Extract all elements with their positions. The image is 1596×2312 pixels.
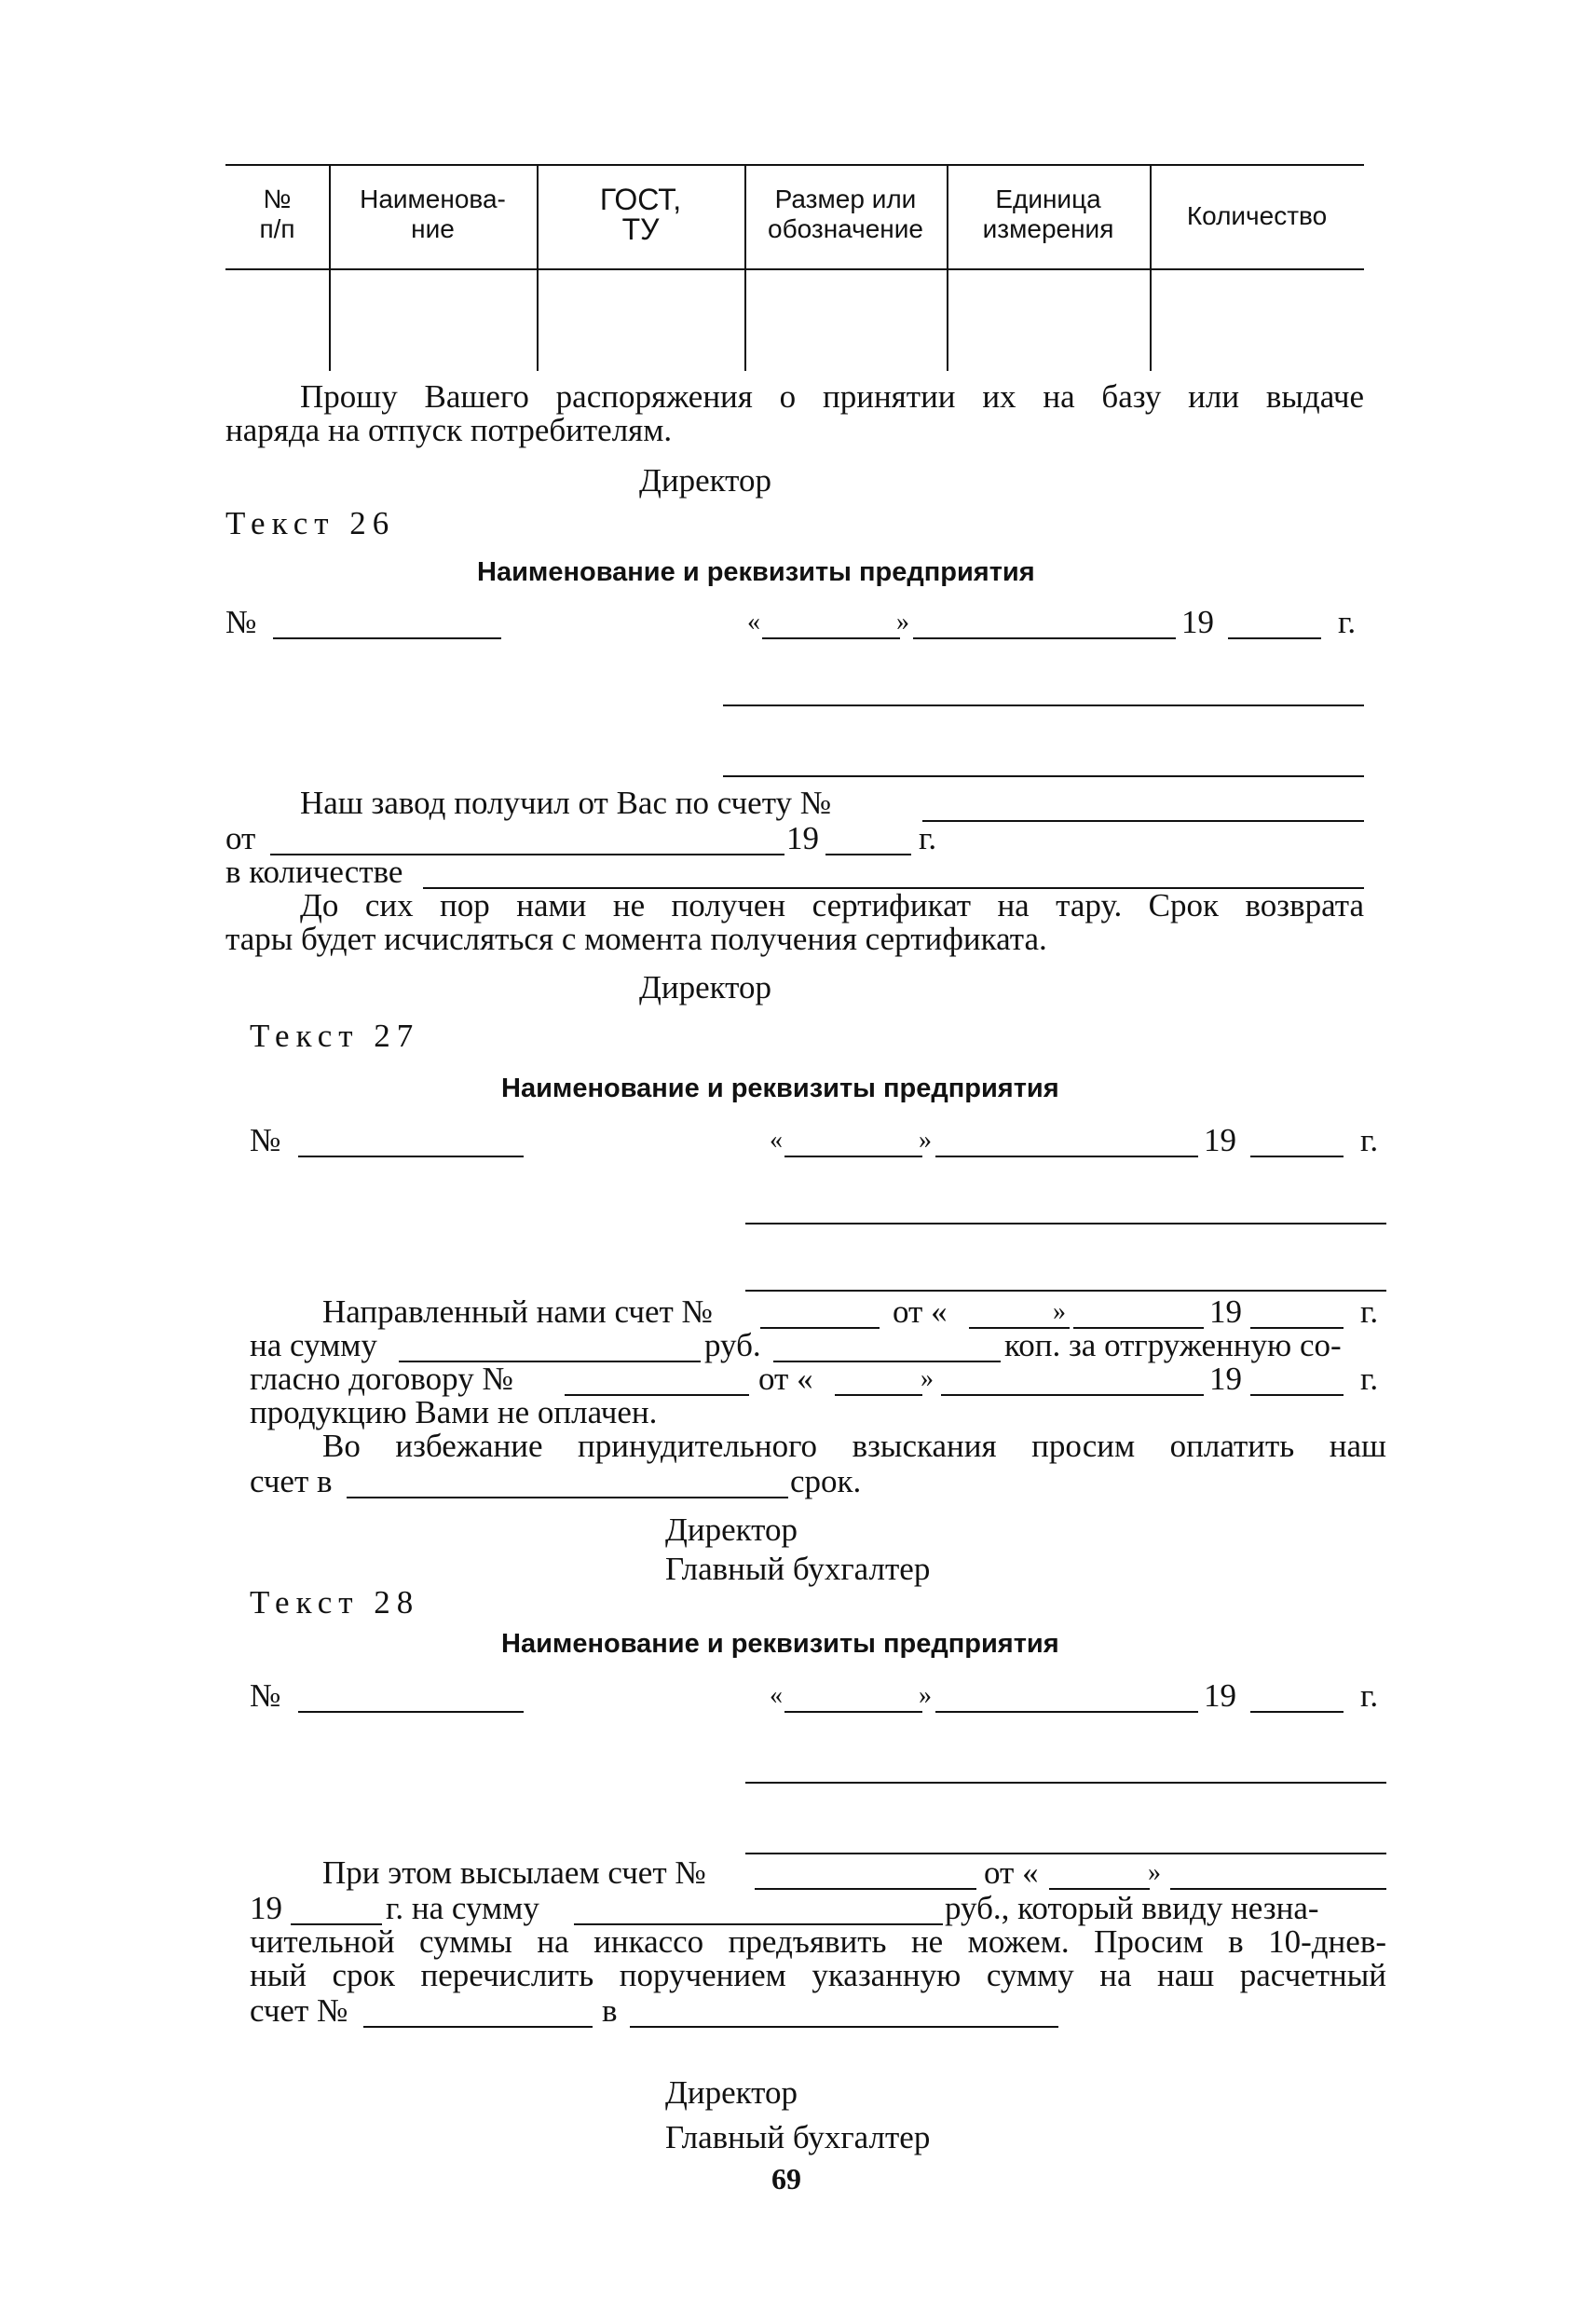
header-line: Размер или — [774, 185, 917, 213]
text26-p4-line1: До сих пор нами не получен сертификат на тару. Срок возврата — [300, 887, 1364, 923]
table-col-divider — [1150, 164, 1152, 371]
text28-signature-accountant: Главный бухгалтер — [665, 2119, 931, 2155]
table-header-cell — [329, 185, 537, 244]
text28-l2-b: г. на сумму — [386, 1890, 539, 1926]
text28-l2-c: руб., который ввиду незна- — [945, 1890, 1319, 1926]
text28-month-field[interactable] — [935, 1711, 1198, 1713]
text27-l1-a: Направленный нами счет № — [322, 1293, 713, 1330]
header-line: измерения — [982, 214, 1114, 243]
text28-l1-a: При этом высылаем счет № — [322, 1854, 706, 1891]
text26-address-line[interactable] — [723, 705, 1364, 706]
text27-number-field[interactable] — [298, 1156, 524, 1157]
page-number: 69 — [771, 2162, 801, 2196]
intro-signature: Директор — [639, 462, 772, 499]
header-line: обозначение — [768, 214, 923, 243]
text28-number-label: № — [250, 1677, 281, 1714]
text26-day-field[interactable] — [762, 637, 900, 639]
text28-address-line[interactable] — [745, 1782, 1386, 1784]
header-line: ГОСТ, — [599, 183, 682, 216]
text26-p4-line2: тары будет исчисляться с момента получения сертификата. — [225, 921, 1047, 957]
header-line: Наименова- — [360, 185, 506, 213]
text26-heading: Наименование и реквизиты предприятия — [477, 557, 1035, 587]
header-line: ТУ — [621, 212, 660, 246]
text27-l6-b: срок. — [790, 1463, 862, 1499]
text27-l4: продукцию Вами не оплачен. — [250, 1394, 658, 1430]
text26-year-prefix: 19 — [1181, 604, 1214, 640]
text26-p2-from: от — [225, 820, 256, 856]
text27-signature-accountant: Главный бухгалтер — [665, 1551, 931, 1587]
text27-l2-c: коп. за отгруженную со- — [1004, 1327, 1342, 1363]
text27-l2-b: руб. — [704, 1327, 761, 1363]
header-line: Количество — [1186, 201, 1328, 230]
text27-l3-a: гласно договору № — [250, 1361, 513, 1397]
text28-l2-a: 19 — [250, 1890, 282, 1926]
text27-signature-director: Директор — [665, 1512, 798, 1548]
text26-p2-year: 19 — [786, 820, 819, 856]
text28-invoice-number-field[interactable] — [755, 1888, 976, 1890]
text27-l1-d: 19 — [1209, 1293, 1242, 1330]
text28-year-prefix: 19 — [1204, 1677, 1236, 1714]
text27-heading: Наименование и реквизиты предприятия — [501, 1074, 1059, 1103]
intro-line-1: Прошу Вашего распоряжения о принятии их на базу или выдаче — [300, 378, 1364, 415]
text28-account-number-field[interactable] — [363, 2026, 593, 2028]
text26-invoice-number-field[interactable] — [922, 820, 1364, 822]
text27-contract-day-field[interactable] — [835, 1394, 922, 1396]
header-line: п/п — [259, 214, 295, 243]
text28-title: Текст 28 — [250, 1584, 420, 1621]
text27-l1-c: » — [1053, 1297, 1066, 1326]
text26-p2-g: г. — [919, 820, 937, 856]
text27-year-field[interactable] — [1250, 1156, 1344, 1157]
text27-l2-a: на сумму — [250, 1327, 377, 1363]
text27-number-label: № — [250, 1122, 281, 1158]
text28-address-line[interactable] — [745, 1853, 1386, 1854]
header-line: ние — [411, 214, 455, 243]
text26-year-field[interactable] — [1228, 637, 1321, 639]
text27-year-suffix: г. — [1360, 1122, 1379, 1158]
header-line: Единица — [995, 185, 1101, 213]
text26-p3: в количестве — [225, 854, 403, 890]
text26-year2-field[interactable] — [825, 854, 911, 855]
text26-year-suffix: г. — [1338, 604, 1357, 640]
text28-heading: Наименование и реквизиты предприятия — [501, 1629, 1059, 1659]
text28-quote-open: « — [770, 1681, 783, 1710]
table-header-cell — [537, 185, 744, 244]
text27-quote-close: » — [919, 1126, 932, 1155]
text26-title: Текст 26 — [225, 505, 396, 541]
text26-number-label: № — [225, 604, 257, 640]
text27-l6-a: счет в — [250, 1463, 333, 1499]
text27-invoice-number-field[interactable] — [760, 1327, 880, 1329]
table-header-rule — [225, 268, 1364, 270]
text27-l3-c: » — [921, 1364, 934, 1393]
text27-term-field[interactable] — [347, 1497, 788, 1498]
text28-signature-director: Директор — [665, 2074, 798, 2111]
text27-quote-open: « — [770, 1126, 783, 1155]
table-header-cell — [225, 185, 329, 244]
table-header-cell — [947, 185, 1150, 244]
text27-l5: Во избежание принудительного взыскания просим оплатить наш — [322, 1428, 1386, 1464]
table-header-cell — [744, 185, 947, 244]
text26-quote-open: « — [747, 608, 760, 636]
text28-year-suffix: г. — [1360, 1677, 1379, 1714]
text27-month-field[interactable] — [935, 1156, 1198, 1157]
text27-day-field[interactable] — [784, 1156, 922, 1157]
text27-l1-b: от « — [893, 1293, 948, 1330]
text28-year-field[interactable] — [1250, 1711, 1344, 1713]
text27-year-prefix: 19 — [1204, 1122, 1236, 1158]
text27-address-line[interactable] — [745, 1290, 1386, 1292]
table-top-rule — [225, 164, 1364, 166]
text28-number-field[interactable] — [298, 1711, 524, 1713]
text28-day-field[interactable] — [784, 1711, 922, 1713]
text26-number-field[interactable] — [273, 637, 501, 639]
text28-l5-b: в — [602, 1992, 618, 2029]
text26-quote-close: » — [896, 608, 909, 636]
text28-bank-field[interactable] — [630, 2026, 1058, 2028]
text27-address-line[interactable] — [745, 1223, 1386, 1224]
text28-quote-close: » — [919, 1681, 932, 1710]
text27-l3-b: от « — [758, 1361, 813, 1397]
text28-l5-a: счет № — [250, 1992, 348, 2029]
text27-l3-d: 19 — [1209, 1361, 1242, 1397]
text28-l3: чительной суммы на инкассо предъявить не можем. Просим в 10-днев- — [250, 1923, 1386, 1960]
text26-signature: Директор — [639, 969, 772, 1006]
text27-l3-e: г. — [1360, 1361, 1379, 1397]
header-line: № — [263, 185, 292, 213]
text28-l4: ный срок перечислить поручением указанную сумму на наш расчетный — [250, 1957, 1386, 1993]
text27-l1-e: г. — [1360, 1293, 1379, 1330]
text27-contract-year-field[interactable] — [1250, 1394, 1344, 1396]
text28-l1-b: от « — [984, 1854, 1039, 1891]
text28-l1-c: » — [1148, 1858, 1161, 1887]
text26-month-field[interactable] — [913, 637, 1176, 639]
text27-contract-month-field[interactable] — [941, 1394, 1204, 1396]
text26-address-line[interactable] — [723, 775, 1364, 777]
intro-line-2: наряда на отпуск потребителям. — [225, 412, 673, 448]
table-header-cell — [1150, 201, 1364, 231]
text26-p1: Наш завод получил от Вас по счету № — [300, 785, 832, 821]
text27-title: Текст 27 — [250, 1018, 420, 1054]
